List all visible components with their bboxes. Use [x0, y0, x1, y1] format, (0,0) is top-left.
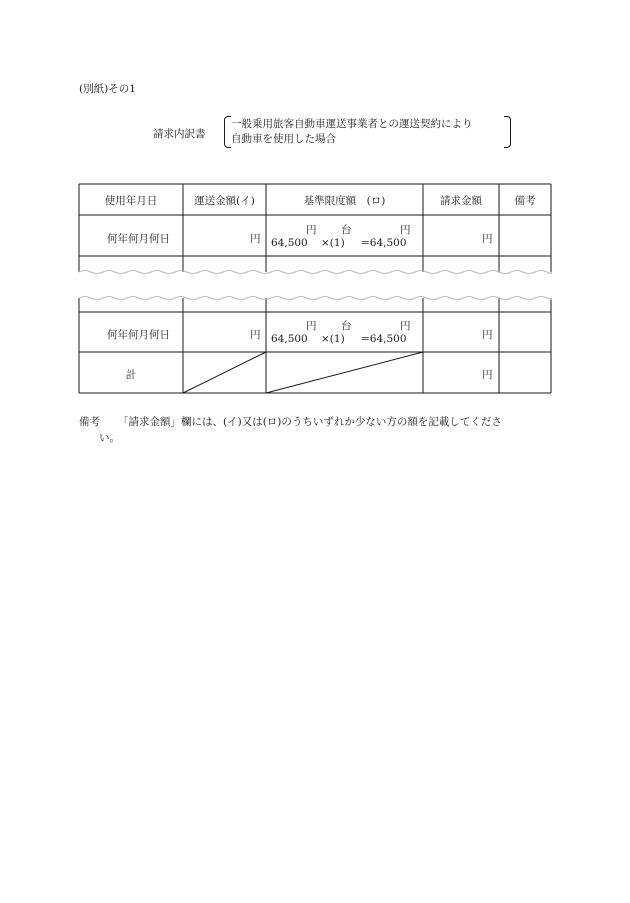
notes-line-1: 「請求金額」欄には、(イ)又は(ロ)のうちいずれか少ない方の額を記載してくださ [118, 416, 502, 428]
row2-date: 何年何月何日 [107, 329, 170, 341]
row1-limit-unit-vehicle: 台 [341, 224, 352, 236]
header-claim-amount: 請求金額 [440, 195, 482, 207]
total-label: 計 [125, 369, 137, 381]
header-remarks: 備考 [514, 195, 536, 207]
row1-date: 何年何月何日 [107, 233, 170, 245]
subtitle-line-1: 一般乗用旅客自動車運送事業者との運送契約により [231, 118, 473, 130]
row2-limit-unit-vehicle: 台 [341, 320, 352, 332]
header-date: 使用年月日 [104, 195, 158, 207]
row1-limit-base: 64,500 [271, 237, 308, 249]
header-transport-amount: 運送金額(イ) [194, 195, 255, 207]
notes-line-2: い。 [99, 432, 120, 444]
row1-claim-unit: 円 [482, 233, 493, 245]
row2-amount-unit: 円 [250, 329, 261, 341]
header-limit-amount: 基準限度額 (ロ) [303, 195, 386, 207]
row2-limit-unit-yen: 円 [306, 320, 317, 332]
document-title: 請求内訳書 [153, 128, 206, 140]
row2-limit-result: =64,500 [361, 333, 407, 345]
row2-claim-unit: 円 [482, 329, 493, 341]
notes-label: 備考 [79, 416, 100, 428]
row1-amount-unit: 円 [250, 233, 261, 245]
row2-limit-multiplier: ×(1) [321, 333, 345, 345]
row2-limit-base: 64,500 [271, 333, 308, 345]
row1-limit-unit-yen: 円 [306, 224, 317, 236]
subtitle-line-2: 自動車を使用した場合 [231, 133, 336, 145]
row1-limit-multiplier: ×(1) [321, 237, 345, 249]
row2-limit-unit-total: 円 [400, 320, 411, 332]
row1-limit-result: =64,500 [361, 237, 407, 249]
total-claim-unit: 円 [482, 369, 493, 381]
row1-limit-unit-total: 円 [400, 224, 411, 236]
section-label: (別紙)その1 [79, 83, 136, 95]
